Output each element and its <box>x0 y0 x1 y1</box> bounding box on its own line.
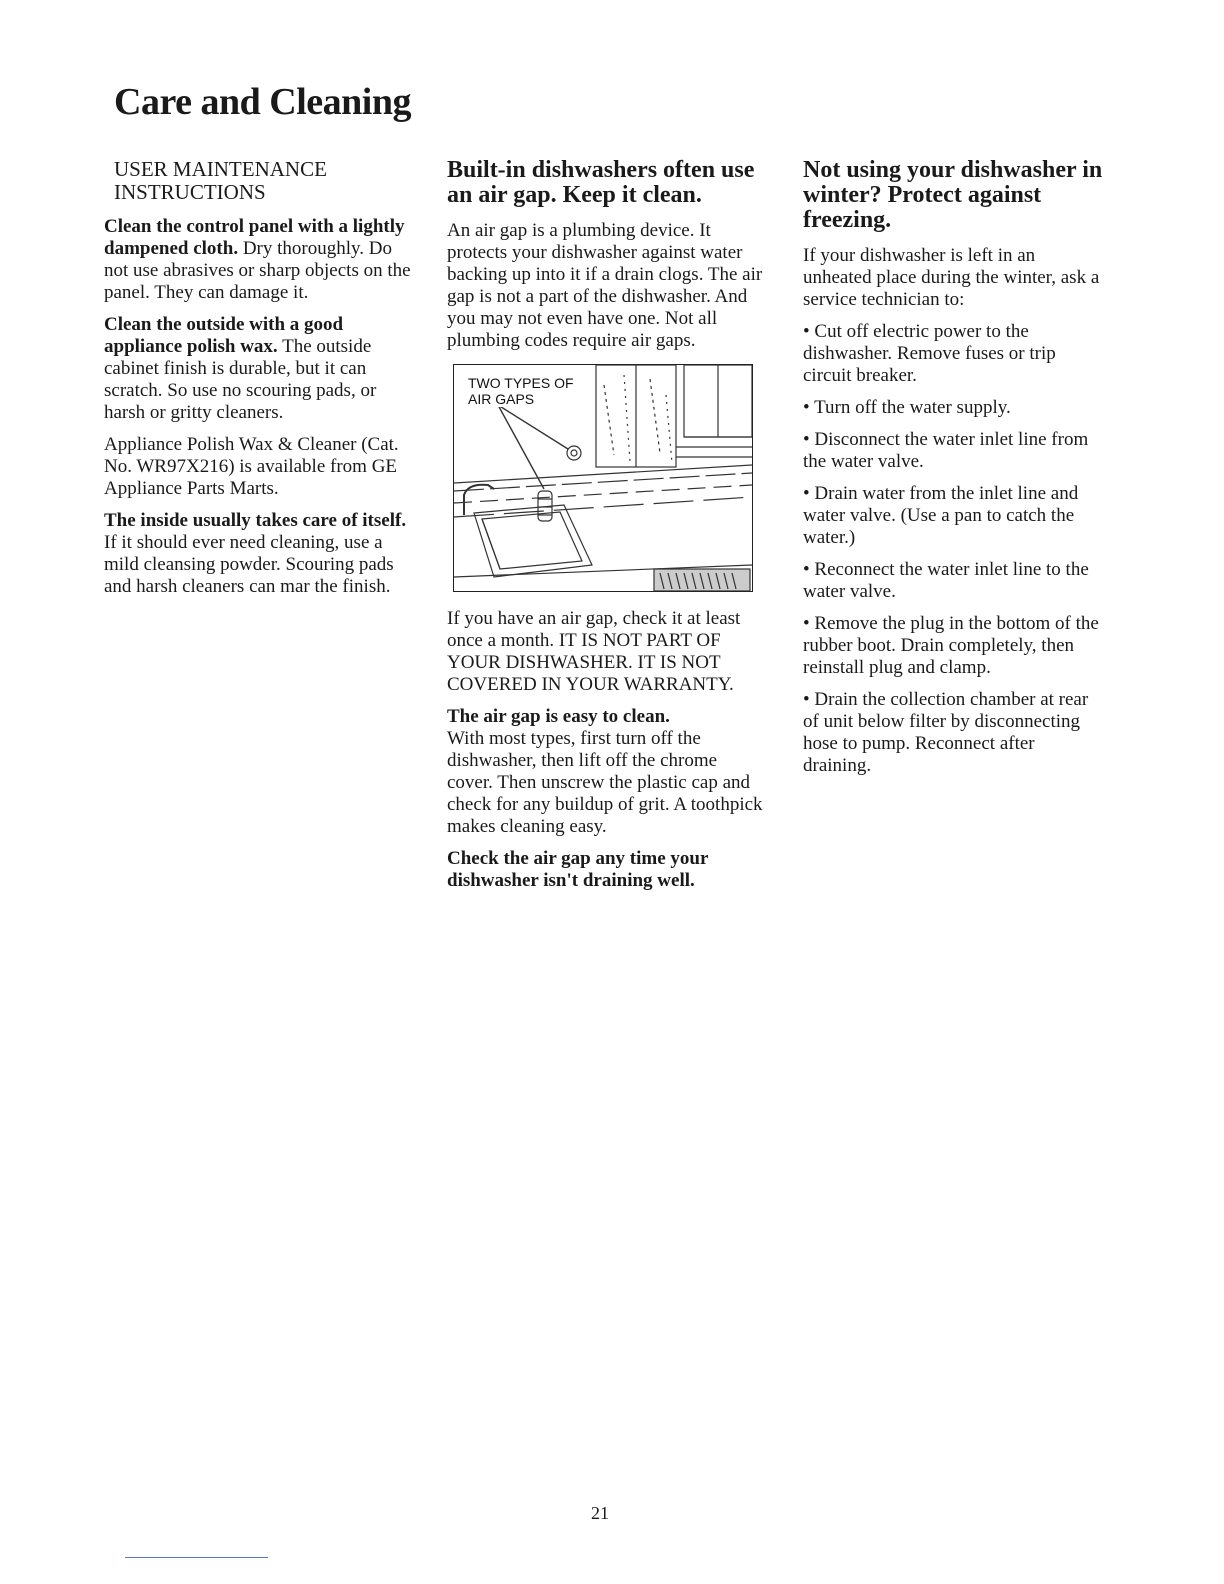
inside-cleaning-paragraph <box>104 510 414 598</box>
paragraph-body: If it should ever need cleaning, use a mild cleansing powder. Scouring pads and harsh cleaners can mar the finish. <box>104 532 394 597</box>
winter-protection-column <box>803 158 1103 787</box>
winter-step: • Reconnect the water inlet line to the water valve. <box>803 559 1103 603</box>
air-gap-column <box>447 158 767 902</box>
closing-text: Check the air gap any time your dishwasher isn't draining well. <box>447 848 709 891</box>
winter-step: • Cut off electric power to the dishwasher. Remove fuses or trip circuit breaker. <box>803 321 1103 387</box>
winter-intro: If your dishwasher is left in an unheated place during the winter, ask a service technician to: <box>803 245 1100 310</box>
outside-cleaning-paragraph <box>104 314 414 424</box>
winter-step: • Remove the plug in the bottom of the rubber boot. Drain completely, then reinstall plug and clamp. <box>803 613 1103 679</box>
air-gap-easy-paragraph <box>447 706 767 838</box>
paragraph-lead: The air gap is easy to clean. <box>447 706 670 727</box>
air-gap-heading: Built-in dishwashers often use an air gap. Keep it clean. <box>447 157 755 208</box>
paragraph-body: Appliance Polish Wax & Cleaner (Cat. No. WR97X216) is available from GE Appliance Parts Marts. <box>104 434 399 499</box>
air-gap-intro: An air gap is a plumbing device. It protects your dishwasher against water backing up into it if a drain clogs. The air gap is not a part of the dishwasher. And you may not even have one. Not all plumbing codes require air gaps. <box>447 220 763 351</box>
footer-rule <box>125 1557 268 1558</box>
control-panel-paragraph <box>104 216 414 304</box>
air-gap-illustration <box>453 364 753 592</box>
paragraph-lead: The inside usually takes care of itself. <box>104 510 407 531</box>
winter-step: • Drain water from the inlet line and water valve. (Use a pan to catch the water.) <box>803 483 1103 549</box>
paragraph-body: The outside cabinet finish is durable, but it can scratch. So use no scouring pads, or harsh or gritty cleaners. <box>104 336 377 423</box>
paragraph-lead: Clean the outside with a good appliance polish wax. <box>104 314 344 357</box>
paragraph-body: Dry thoroughly. Do not use abrasives or sharp objects on the panel. They can damage it. <box>104 238 411 303</box>
user-maintenance-column <box>104 158 414 608</box>
page-title: Care and Cleaning <box>114 81 411 123</box>
air-gap-closing <box>447 848 767 892</box>
user-maintenance-heading: USER MAINTENANCE INSTRUCTIONS <box>114 157 327 204</box>
winter-step: • Disconnect the water inlet line from the water valve. <box>803 429 1103 473</box>
figure-label: TWO TYPES OF AIR GAPS <box>468 375 588 407</box>
polish-wax-paragraph <box>104 434 414 500</box>
winter-step: • Turn off the water supply. <box>803 397 1103 419</box>
paragraph-body: With most types, first turn off the dishwasher, then lift off the chrome cover. Then unscrew the plastic cap and check for any buildup of grit. A toothpick makes cleaning easy. <box>447 728 763 837</box>
air-gap-check-text: If you have an air gap, check it at least once a month. IT IS NOT PART OF YOUR DISHWASHER. IT IS NOT COVERED IN YOUR WARRANTY. <box>447 608 741 695</box>
paragraph-lead: Clean the control panel with a lightly dampened cloth. <box>104 216 405 259</box>
winter-heading: Not using your dishwasher in winter? Protect against freezing. <box>803 157 1103 233</box>
winter-step: • Drain the collection chamber at rear of unit below filter by disconnecting hose to pump. Reconnect after draining. <box>803 689 1103 777</box>
page-number: 21 <box>591 1503 609 1523</box>
